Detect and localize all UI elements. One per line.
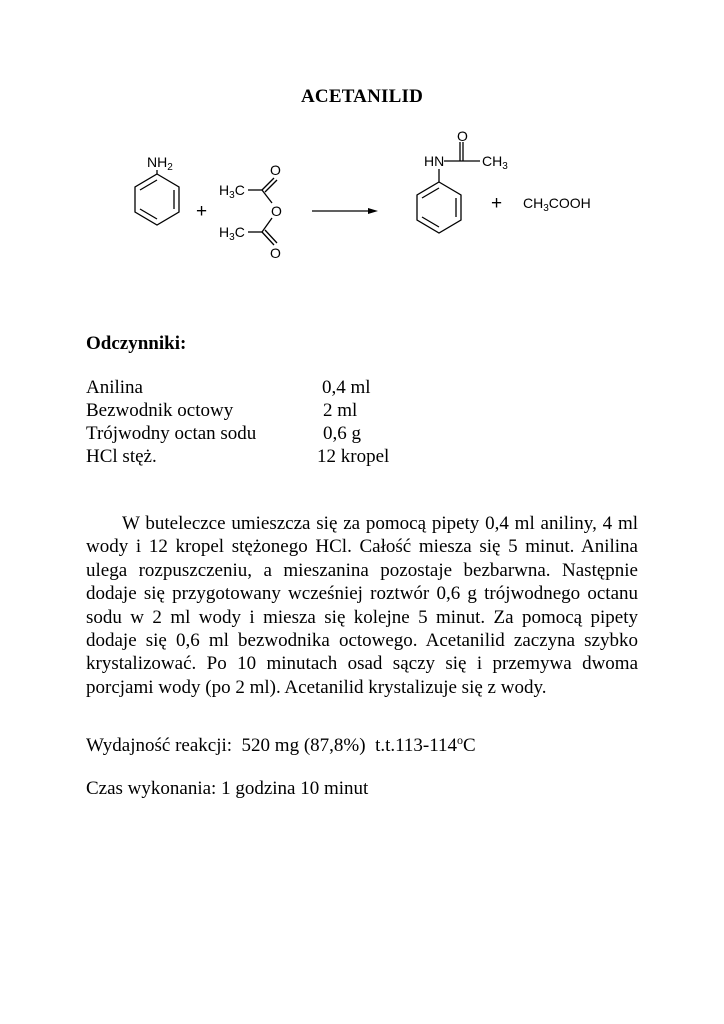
reaction-scheme xyxy=(0,0,724,300)
reagent-amount: 0,6 g xyxy=(323,423,361,444)
anhydride-bridge-oxygen-label: O xyxy=(271,203,282,219)
plus-sign-1: + xyxy=(196,201,208,222)
reaction-arrow xyxy=(312,208,378,214)
reagents-heading: Odczynniki: xyxy=(86,333,187,354)
reagent-row xyxy=(86,445,506,468)
acetanilide-carbonyl-label: O xyxy=(457,128,468,144)
acetic-acid-label: $CH_3COOH$ xyxy=(523,195,591,214)
procedure-paragraph: W buteleczce umieszcza się za pomocą pipety 0,4 ml aniliny, 4 ml wody i 12 kropel stężonego HCl. Całość miesza się 5 minut. Anilina ulega rozpuszczeniu, a mieszanina pozostaje bezbarwna. Następnie dodaje się przygotowany wcześniej roztwór 0,6 g trójwodnego octanu sodu w 2 ml wody i miesza się kolejne 5 minut. Za pomocą pipety dodaje się 0,6 ml bezwodnika octowego. Acetanilid zaczyna szybko krystalizować. Po 10 minutach osad sączy się i przemywa dwoma porcjami wody (po 2 ml). Acetanilid krystalizuje się z wody. xyxy=(86,513,638,698)
execution-time: Czas wykonania: 1 godzina 10 minut xyxy=(86,778,369,799)
melting-point: t.t.113-114 xyxy=(375,735,458,756)
aniline-structure xyxy=(135,170,179,225)
reagents-list xyxy=(86,376,506,468)
reagent-name: Trójwodny octan sodu xyxy=(86,423,257,444)
reaction-yield xyxy=(86,735,476,757)
anhydride-carbonyl-bottom-label: O xyxy=(270,245,281,261)
reagent-name: Bezwodnik octowy xyxy=(86,400,234,421)
reagent-amount: 0,4 ml xyxy=(322,377,371,398)
document-title: ACETANILID xyxy=(300,86,423,107)
temperature-unit: C xyxy=(463,735,476,756)
reagent-name: HCl stęż. xyxy=(86,446,157,467)
reagent-row xyxy=(86,376,506,399)
reagent-amount: 2 ml xyxy=(323,400,358,421)
plus-sign-2: + xyxy=(491,193,503,214)
acetanilide-methyl-label: $CH_3$ xyxy=(482,153,508,172)
reagent-row xyxy=(86,422,506,445)
anhydride-carbonyl-top-label: O xyxy=(270,162,281,178)
anhydride-methyl-bottom-label: $H_3C$ xyxy=(219,224,245,243)
acetanilide-nh-label: HN xyxy=(424,153,445,169)
reagent-name: Anilina xyxy=(86,377,143,398)
yield-label: Wydajność reakcji: xyxy=(86,735,233,756)
reagent-row xyxy=(86,399,506,422)
degree-symbol: o xyxy=(457,733,464,747)
yield-value: 520 mg (87,8%) xyxy=(241,735,366,756)
aniline-nh2-label: $NH_2$ xyxy=(147,154,173,173)
anhydride-methyl-top-label: $H_3C$ xyxy=(219,182,245,201)
reagent-amount: 12 kropel xyxy=(317,446,390,467)
